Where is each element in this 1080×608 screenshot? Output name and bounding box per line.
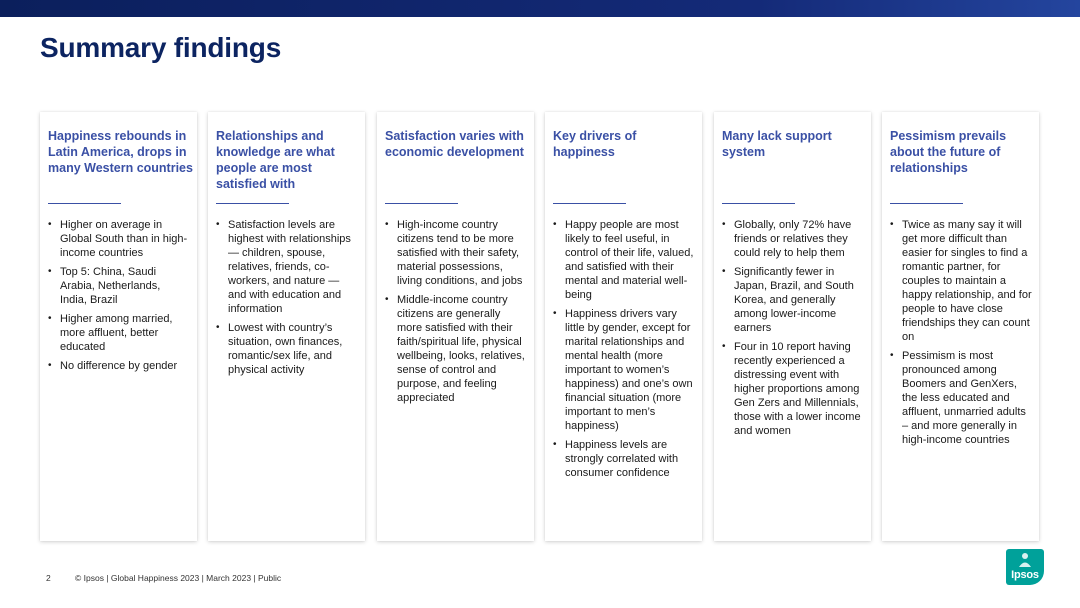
finding-card-support-system [714,112,871,541]
bullet-item [722,218,864,260]
bullet-item [890,349,1032,447]
card-divider [722,203,795,204]
card-divider [216,203,289,204]
ipsos-logo [1006,549,1044,585]
bullet-item [890,218,1032,344]
bullet-text: Higher on average in Global South than in high-income countries [60,219,188,259]
bullet-icon: • [553,219,557,230]
bullet-icon: • [722,266,726,277]
bullet-icon: • [385,219,389,230]
bullet-text: Globally, only 72% have friends or relatives they could rely to help them [734,219,852,259]
top-band [0,0,1080,17]
card-bullet-list [553,218,695,485]
bullet-text: Satisfaction levels are highest with relationships — children, spouse, relatives, friends, co-workers, and nature — and with education and information [228,219,351,315]
bullet-text: No difference by gender [60,360,178,372]
card-heading: Pessimism prevails about the future of relationships [890,129,1007,175]
ipsos-figure-icon [1016,552,1034,568]
card-heading: Many lack support system [722,129,832,159]
bullet-text: Happy people are most likely to feel useful, in control of their life, valued, and satisfied with their mental and material well-being [565,219,694,301]
card-bullet-list [385,218,527,410]
bullet-item [48,359,190,373]
finding-card-key-drivers [545,112,702,541]
bullet-item [553,307,695,433]
bullet-text: Significantly fewer in Japan, Brazil, and South Korea, and generally among lower-income earners [734,266,854,334]
finding-card-economic-development [377,112,534,541]
finding-card-happiness-regions [40,112,197,541]
bullet-text: Top 5: China, Saudi Arabia, Netherlands, India, Brazil [60,266,161,306]
bullet-icon: • [48,360,52,371]
bullet-item [216,218,358,316]
bullet-item [385,218,527,288]
bullet-icon: • [216,322,220,333]
bullet-text: Happiness levels are strongly correlated with consumer confidence [565,439,679,479]
bullet-icon: • [890,350,894,361]
bullet-text: Pessimism is most pronounced among Boomers and GenXers, the less educated and affluent, unmarried adults – and more generally in high-income countries [902,350,1026,446]
bullet-item [722,340,864,438]
bullet-text: Twice as many say it will get more difficult than easier for singles to find a romantic partner, for couples to maintain a happy relationship, and for people to have close friendships they can count on [902,219,1032,343]
card-bullet-list [722,218,864,443]
card-divider [48,203,121,204]
bullet-icon: • [48,266,52,277]
card-bullet-list [48,218,190,378]
bullet-icon: • [385,294,389,305]
bullet-item [216,321,358,377]
card-bullet-list [890,218,1032,452]
card-divider [890,203,963,204]
card-divider [553,203,626,204]
bullet-text: Four in 10 report having recently experienced a distressing event with higher proportions among Gen Zers and Millennials, those with a lower income and women [734,341,861,437]
footer-text: © Ipsos | Global Happiness 2023 | March 2023 | Public [75,573,282,583]
bullet-item [553,218,695,302]
bullet-icon: • [722,219,726,230]
bullet-icon: • [890,219,894,230]
card-bullet-list [216,218,358,382]
bullet-item [48,312,190,354]
finding-card-pessimism [882,112,1039,541]
bullet-text: Middle-income country citizens are generally more satisfied with their faith/spiritual life, physical wellbeing, looks, relatives, sense of control and purpose, and feeling appreciated [397,294,525,404]
card-heading: Happiness rebounds in Latin America, drops in many Western countries [48,129,193,175]
bullet-icon: • [48,313,52,324]
findings-cards [40,112,1039,541]
bullet-icon: • [553,439,557,450]
bullet-icon: • [553,308,557,319]
logo-text: Ipsos [1011,569,1039,581]
bullet-item [48,265,190,307]
finding-card-relationships [208,112,365,541]
bullet-text: Lowest with country’s situation, own finances, romantic/sex life, and physical activity [228,322,343,376]
bullet-icon: • [216,219,220,230]
card-heading: Relationships and knowledge are what people are most satisfied with [216,129,335,191]
bullet-item [553,438,695,480]
card-divider [385,203,458,204]
card-heading: Key drivers of happiness [553,129,637,159]
bullet-item [48,218,190,260]
bullet-item [385,293,527,405]
bullet-text: Happiness drivers vary little by gender, except for marital relationships and mental health (more important to women’s happiness) and one’s own financial situation (more important to men’s happiness) [565,308,693,432]
bullet-text: High-income country citizens tend to be more satisfied with their safety, material possessions, living conditions, and jobs [397,219,523,287]
bullet-icon: • [48,219,52,230]
bullet-icon: • [722,341,726,352]
card-heading: Satisfaction varies with economic development [385,129,524,159]
page-title: Summary findings [40,32,282,63]
bullet-text: Higher among married, more affluent, better educated [60,313,173,353]
page-number: 2 [46,573,51,583]
bullet-item [722,265,864,335]
